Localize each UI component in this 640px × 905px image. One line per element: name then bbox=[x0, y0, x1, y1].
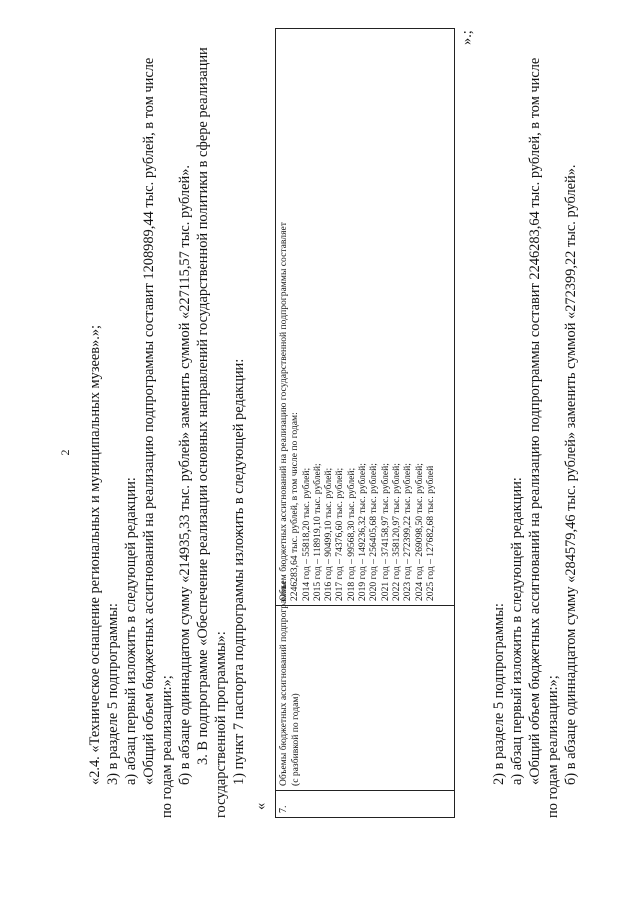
row-value-cell bbox=[276, 29, 455, 606]
page-number: 2 bbox=[58, 449, 72, 456]
table-line: 2014 год – 55818,20 тыс. рублей; bbox=[300, 467, 312, 601]
table-line: 2016 год – 90499,10 тыс. рублей; bbox=[323, 467, 335, 601]
table-line: 2022 год – 358120,97 тыс. рублей; bbox=[390, 463, 402, 601]
table-row bbox=[276, 29, 455, 818]
table-line: 2020 год – 256405,68 тыс. рублей; bbox=[368, 463, 380, 601]
table-line: 2024 год – 269098,50 тыс. рублей; bbox=[413, 463, 425, 601]
text-line: б) в абзаце одиннадцатом сумму «284579,46 тыс. рублей» заменить суммой «272399,22 тыс. рублей». bbox=[563, 164, 579, 785]
table-line: 2015 год – 118919,10 тыс. рублей; bbox=[311, 463, 323, 601]
text-line: «2.4. «Техническое оснащение региональных и муниципальных музеев».»; bbox=[87, 324, 103, 785]
row-number-cell: 7. bbox=[276, 791, 455, 818]
table-line: 2018 год – 99568,30 тыс. рублей; bbox=[345, 467, 357, 601]
table-line: Объем бюджетных ассигнований на реализацию государственной подпрограммы составляет bbox=[278, 222, 289, 601]
table-line: 2025 год – 127682,68 тыс. рублей bbox=[424, 465, 436, 601]
table-line: 2019 год – 149236,32 тыс. рублей; bbox=[357, 463, 369, 601]
passport-table bbox=[275, 28, 455, 818]
row-name-cell bbox=[276, 581, 455, 791]
text-line: 2) в разделе 5 подпрограммы: bbox=[491, 603, 507, 785]
text-line: 1) пункт 7 паспорта подпрограммы изложить в следующей редакции: bbox=[231, 358, 247, 785]
text-line: б) в абзаце одиннадцатом сумму «214935,33 тыс. рублей» заменить суммой «227115,57 тыс. рублей». bbox=[177, 165, 193, 785]
row-name-line: Объемы бюджетных ассигнований подпрограммы bbox=[278, 581, 289, 786]
row-name-line: (с разбивкой по годам) bbox=[289, 693, 301, 786]
text-line: «Общий объем бюджетных ассигнований на реализацию подпрограммы составит 2246283,64 тыс. рублей, в том числе bbox=[527, 57, 543, 785]
table-line: 2246283,64 тыс. рублей, в том числе по годам: bbox=[289, 412, 301, 601]
text-line: а) абзац первый изложить в следующей редакции: bbox=[123, 477, 139, 785]
table-line: 2023 год – 272399,22 тыс. рублей; bbox=[402, 463, 414, 601]
open-quote: « bbox=[253, 802, 269, 810]
table-line: 2017 год – 74376,60 тыс. рублей; bbox=[334, 467, 346, 601]
text-line: 3. В подпрограмме «Обеспечение реализации основных направлений государственной политики в сфере реализации bbox=[195, 47, 211, 765]
text-line: а) абзац первый изложить в следующей редакции: bbox=[509, 477, 525, 785]
text-line: государственной программы»: bbox=[213, 631, 229, 818]
text-line: по годам реализации:»; bbox=[545, 675, 561, 818]
text-line: 3) в разделе 5 подпрограммы: bbox=[105, 603, 121, 785]
text-line: по годам реализации:»; bbox=[159, 675, 175, 818]
text-line: «Общий объем бюджетных ассигнований на реализацию подпрограммы составит 1208989,44 тыс. рублей, в том числе bbox=[141, 57, 157, 785]
close-quote: ».; bbox=[459, 30, 475, 45]
table-line: 2021 год – 374158,97 тыс. рублей; bbox=[379, 463, 391, 601]
